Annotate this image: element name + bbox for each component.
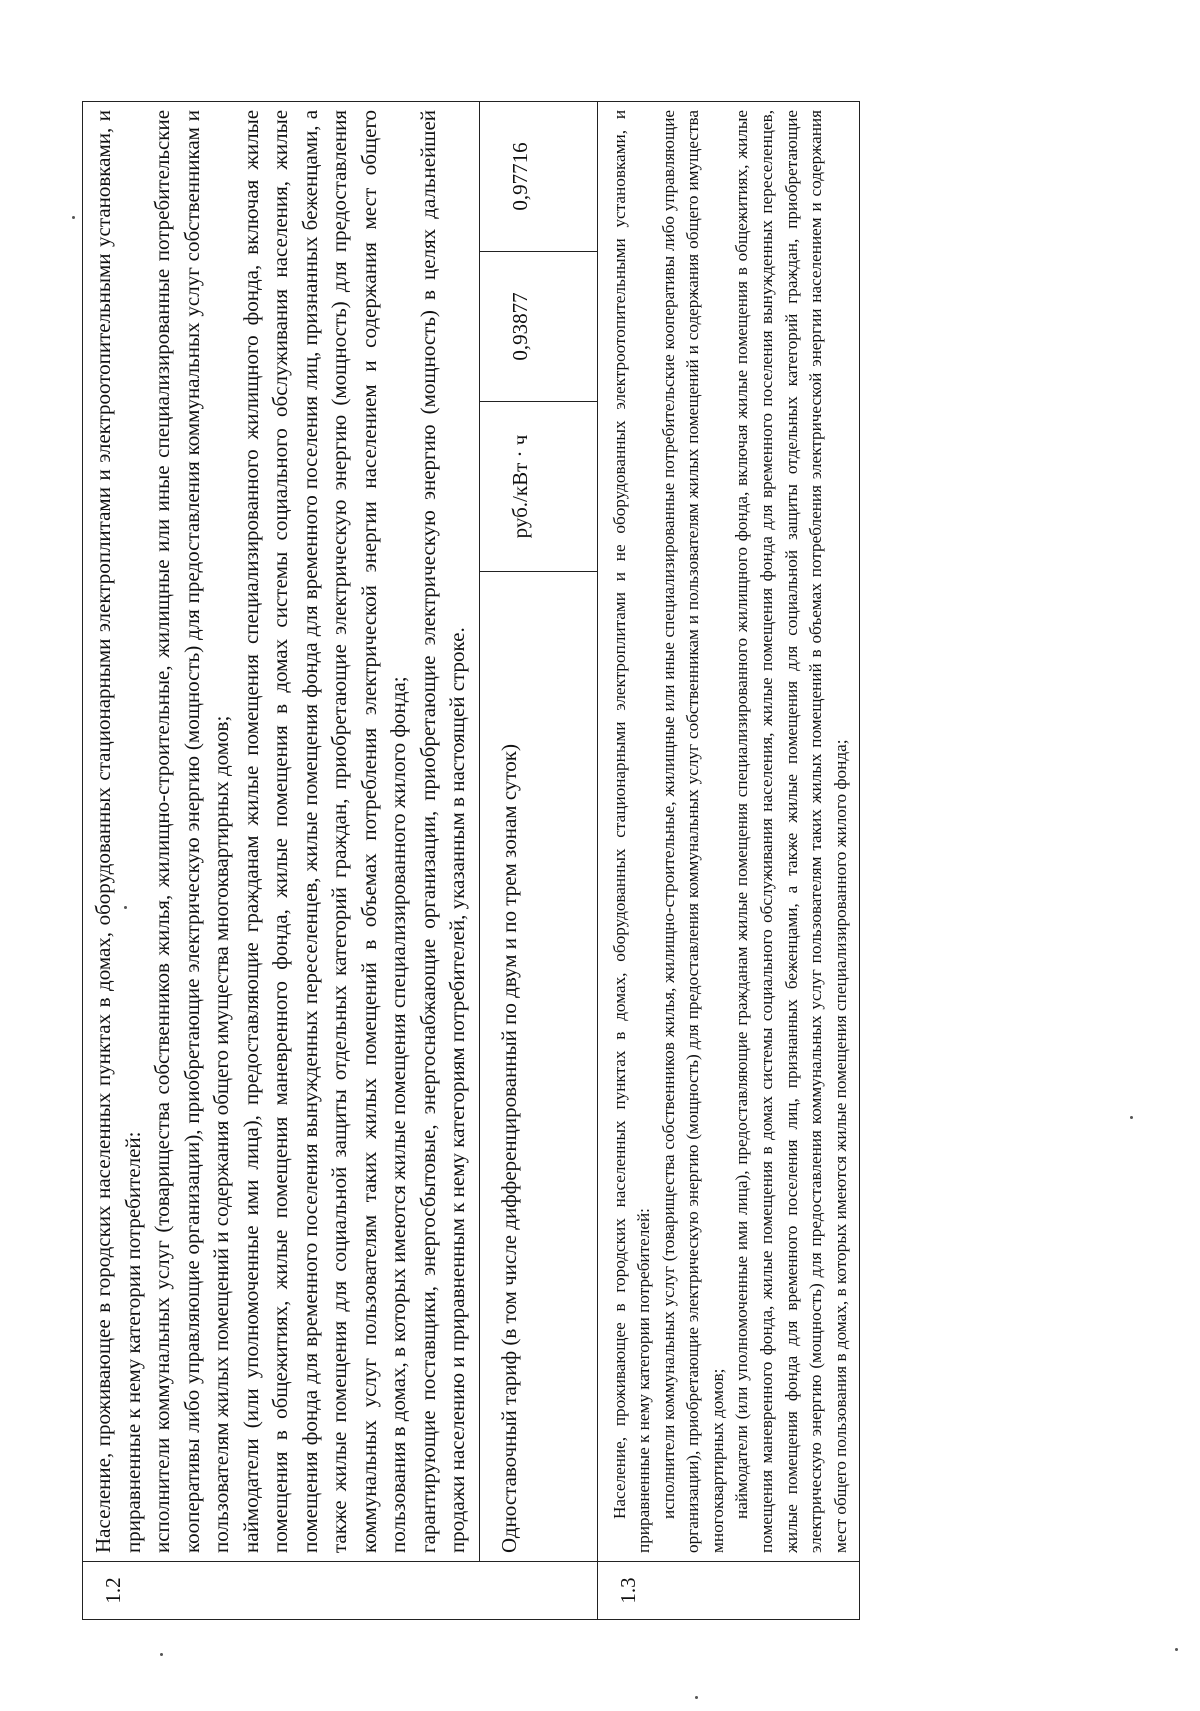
description-paragraph: исполнители коммунальных услуг (товарищества собственников жилья, жилищно-строительные, жилищные или иные специализированные потребительские кооперативы либо управляющие организации), приобретающие электрическую энергию (мощность) для предоставления коммунальных услуг собственникам и пользователям жилых помещений и содержания общего имущества многоквартирных домов; [658, 109, 727, 1553]
scan-speck [160, 1653, 163, 1656]
tariff-value-second-half: 0,97716 [479, 101, 597, 251]
row-1-3-description [597, 101, 860, 1561]
description-paragraph: гарантирующие поставщики, энергосбытовые, энергоснабжающие организации, приобретающие электрическую энергию (мощность) в целях дальнейшей продажи населению и приравненным к нему категориям потребителей, указанным в настоящей строке. [415, 109, 469, 1553]
scan-speck [695, 1696, 698, 1699]
table-row-1-2-tariff [479, 101, 597, 1619]
description-paragraph: наймодатели (или уполномоченные ими лица), предоставляющие гражданам жилые помещения специализированного жилищного фонда, включая жилые помещения в общежитиях, жилые помещения маневренного фонда, жилые помещения в домах системы социального обслуживания населения, жилые помещения фонда для временного поселения вынужденных переселенцев, жилые помещения фонда для временного поселения лиц, признанных беженцами, а также жилые помещения для социальной защиты отдельных категорий граждан, приобретающие электрическую энергию (мощность) для предоставления коммунальных услуг пользователям таких жилых помещений в объемах потребления электрической энергии населением и содержания мест общего пользования в домах, в которых имеются жилые помещения специализированного жилого фонда; [732, 109, 850, 1553]
row-number: 1.3 [597, 1562, 860, 1620]
scan-speck [1130, 1116, 1133, 1119]
scan-speck [72, 216, 75, 219]
scan-speck [124, 906, 127, 909]
tariff-unit: руб./кВт · ч [479, 402, 597, 572]
tariff-label: Одноставочный тариф (в том числе дифференцированный по двум и по трем зонам суток) [479, 572, 597, 1562]
description-paragraph: исполнители коммунальных услуг (товарищества собственников жилья, жилищно-строительные, жилищные или иные специализированные потребительские кооперативы либо управляющие организации), приобретающие электрическую энергию (мощность) для предоставления коммунальных услуг собственникам и пользователям жилых помещений и содержания общего имущества многоквартирных домов; [150, 109, 233, 1553]
description-paragraph: Население, проживающее в городских населенных пунктах в домах, оборудованных стационарными электроплитами и не оборудованных электроотопительными установками, и приравненные к нему категории потребителей: [609, 109, 654, 1553]
rotated-page-content [82, 102, 1090, 1620]
description-paragraph: Население, проживающее в городских населенных пунктах в домах, оборудованных стационарными электроплитами и электроотопительными установками, и приравненные к нему категории потребителей: [91, 109, 145, 1553]
scan-speck [1175, 1648, 1178, 1651]
table-row-1-3 [597, 101, 860, 1619]
row-number: 1.2 [83, 1562, 598, 1620]
description-paragraph: наймодатели (или уполномоченные ими лица), предоставляющие гражданам жилые помещения специализированного жилищного фонда, включая жилые помещения в общежитиях, жилые помещения маневренного фонда, жилые помещения в домах системы социального обслуживания населения, жилые помещения фонда для временного поселения вынужденных переселенцев, жилые помещения фонда для временного поселения лиц, признанных беженцами, а также жилые помещения для социальной защиты отдельных категорий граждан, приобретающие электрическую энергию (мощность) для предоставления коммунальных услуг пользователям таких жилых помещений в объемах потребления электрической энергии населением и содержания мест общего пользования в домах, в которых имеются жилые помещения специализированного жилого фонда; [238, 109, 410, 1553]
tariff-value-first-half: 0,93877 [479, 252, 597, 402]
row-1-2-description [83, 101, 480, 1561]
tariff-table [82, 101, 860, 1620]
table-row-1-2-description [83, 101, 480, 1619]
